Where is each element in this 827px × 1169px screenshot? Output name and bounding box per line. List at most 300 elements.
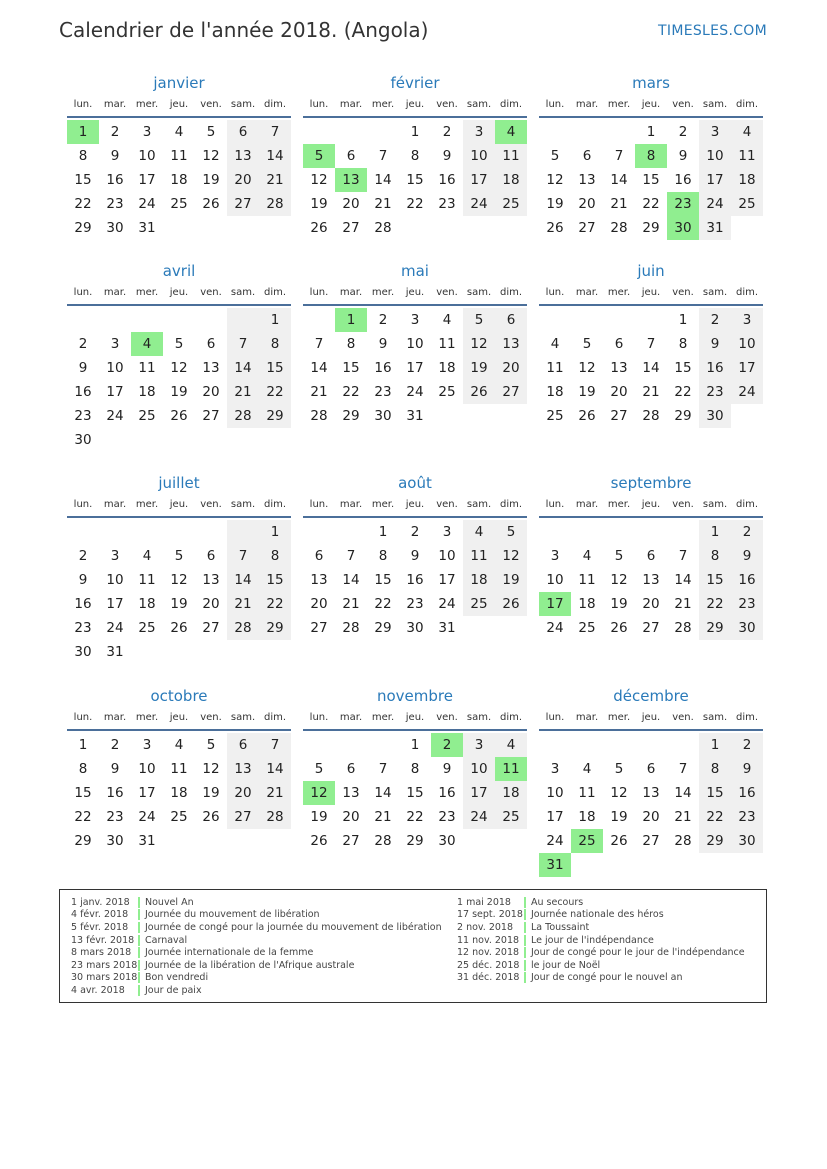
day-cell[interactable]: 17 (106, 596, 124, 612)
day-cell[interactable]: 7 (227, 544, 259, 568)
day-cell[interactable]: 21 (227, 592, 259, 616)
day-cell[interactable]: 7 (314, 336, 324, 352)
day-cell[interactable]: 25 (578, 620, 596, 636)
day-cell[interactable]: 10 (106, 572, 124, 588)
day-cell[interactable]: 9 (410, 548, 420, 564)
day-cell[interactable]: 8 (378, 548, 388, 564)
day-cell[interactable]: 29 (74, 220, 92, 236)
day-cell[interactable]: 19 (495, 568, 527, 592)
day-cell[interactable]: 14 (227, 568, 259, 592)
day-cell[interactable]: 1 (259, 308, 291, 332)
day-cell[interactable]: 3 (463, 120, 495, 144)
day-cell[interactable]: 22 (259, 592, 291, 616)
day-cell[interactable]: 6 (646, 761, 656, 777)
day-cell[interactable]: 22 (74, 196, 92, 212)
day-cell[interactable]: 13 (227, 144, 259, 168)
day-cell[interactable]: 7 (259, 120, 291, 144)
day-cell[interactable]: 20 (642, 596, 660, 612)
day-cell[interactable]: 28 (310, 408, 328, 424)
day-cell[interactable]: 30 (74, 432, 92, 448)
day-cell[interactable]: 27 (202, 620, 220, 636)
day-cell[interactable]: 25 (495, 805, 527, 829)
day-cell[interactable]: 31 (138, 833, 156, 849)
day-cell[interactable]: 30 (374, 408, 392, 424)
day-cell[interactable]: 13 (335, 168, 367, 192)
day-cell[interactable]: 2 (378, 312, 388, 328)
day-cell[interactable]: 24 (106, 620, 124, 636)
day-cell[interactable]: 8 (259, 332, 291, 356)
day-cell[interactable]: 11 (138, 360, 156, 376)
day-cell[interactable]: 18 (170, 785, 188, 801)
day-cell[interactable]: 17 (731, 356, 763, 380)
day-cell[interactable]: 18 (578, 809, 596, 825)
day-cell[interactable]: 20 (610, 384, 628, 400)
day-cell[interactable]: 19 (578, 384, 596, 400)
day-cell[interactable]: 5 (174, 548, 184, 564)
day-cell[interactable]: 21 (310, 384, 328, 400)
day-cell[interactable]: 7 (378, 761, 388, 777)
day-cell[interactable]: 30 (731, 616, 763, 640)
day-cell[interactable]: 13 (495, 332, 527, 356)
day-cell[interactable]: 27 (227, 805, 259, 829)
day-cell[interactable]: 29 (674, 408, 692, 424)
day-cell[interactable]: 3 (110, 336, 120, 352)
day-cell[interactable]: 28 (642, 408, 660, 424)
day-cell[interactable]: 29 (259, 404, 291, 428)
day-cell[interactable]: 29 (74, 833, 92, 849)
day-cell[interactable]: 12 (546, 172, 564, 188)
day-cell[interactable]: 8 (410, 148, 420, 164)
day-cell[interactable]: 15 (406, 785, 424, 801)
day-cell[interactable]: 23 (374, 384, 392, 400)
day-cell[interactable]: 24 (463, 192, 495, 216)
day-cell[interactable]: 11 (578, 572, 596, 588)
day-cell[interactable]: 18 (495, 168, 527, 192)
day-cell[interactable]: 23 (106, 809, 124, 825)
day-cell[interactable]: 23 (438, 809, 456, 825)
day-cell[interactable]: 27 (202, 408, 220, 424)
day-cell[interactable]: 31 (438, 620, 456, 636)
day-cell[interactable]: 15 (259, 568, 291, 592)
day-cell[interactable]: 18 (731, 168, 763, 192)
day-cell[interactable]: 13 (642, 572, 660, 588)
day-cell[interactable]: 3 (699, 120, 731, 144)
day-cell[interactable]: 11 (438, 336, 456, 352)
day-cell[interactable]: 5 (206, 737, 216, 753)
day-cell[interactable]: 26 (202, 809, 220, 825)
day-cell[interactable]: 13 (342, 785, 360, 801)
day-cell[interactable]: 4 (582, 761, 592, 777)
day-cell[interactable]: 2 (699, 308, 731, 332)
day-cell[interactable]: 9 (442, 761, 452, 777)
day-cell[interactable]: 21 (642, 384, 660, 400)
day-cell[interactable]: 23 (731, 805, 763, 829)
day-cell[interactable]: 28 (674, 620, 692, 636)
day-cell[interactable]: 9 (442, 148, 452, 164)
day-cell[interactable]: 14 (259, 144, 291, 168)
day-cell[interactable]: 28 (227, 404, 259, 428)
day-cell[interactable]: 4 (495, 733, 527, 757)
day-cell[interactable]: 9 (378, 336, 388, 352)
day-cell[interactable]: 7 (646, 336, 656, 352)
day-cell[interactable]: 26 (463, 380, 495, 404)
day-cell[interactable]: 19 (170, 596, 188, 612)
day-cell[interactable]: 22 (374, 596, 392, 612)
day-cell[interactable]: 5 (614, 761, 624, 777)
day-cell[interactable]: 17 (138, 172, 156, 188)
day-cell[interactable]: 6 (206, 548, 216, 564)
day-cell[interactable]: 16 (106, 172, 124, 188)
day-cell[interactable]: 1 (78, 737, 88, 753)
day-cell[interactable]: 14 (674, 785, 692, 801)
day-cell[interactable]: 24 (406, 384, 424, 400)
day-cell[interactable]: 22 (406, 809, 424, 825)
day-cell[interactable]: 25 (170, 196, 188, 212)
day-cell[interactable]: 25 (138, 620, 156, 636)
day-cell[interactable]: 1 (410, 124, 420, 140)
day-cell[interactable]: 7 (227, 332, 259, 356)
day-cell[interactable]: 24 (138, 196, 156, 212)
day-cell[interactable]: 3 (142, 124, 152, 140)
day-cell[interactable]: 14 (259, 757, 291, 781)
day-cell[interactable]: 3 (463, 733, 495, 757)
day-cell[interactable]: 1 (699, 520, 731, 544)
day-cell[interactable]: 18 (438, 360, 456, 376)
day-cell[interactable]: 25 (546, 408, 564, 424)
day-cell[interactable]: 22 (642, 196, 660, 212)
day-cell[interactable]: 20 (578, 196, 596, 212)
day-cell[interactable]: 10 (463, 757, 495, 781)
day-cell[interactable]: 16 (74, 384, 92, 400)
day-cell[interactable]: 18 (463, 568, 495, 592)
day-cell[interactable]: 1 (646, 124, 656, 140)
day-cell[interactable]: 15 (699, 568, 731, 592)
day-cell[interactable]: 19 (546, 196, 564, 212)
day-cell[interactable]: 1 (410, 737, 420, 753)
day-cell[interactable]: 29 (374, 620, 392, 636)
day-cell[interactable]: 27 (227, 192, 259, 216)
day-cell[interactable]: 19 (202, 785, 220, 801)
day-cell[interactable]: 25 (495, 192, 527, 216)
day-cell[interactable]: 17 (463, 168, 495, 192)
day-cell[interactable]: 4 (495, 120, 527, 144)
day-cell[interactable]: 5 (206, 124, 216, 140)
day-cell[interactable]: 12 (170, 360, 188, 376)
day-cell[interactable]: 26 (610, 833, 628, 849)
day-cell[interactable]: 24 (106, 408, 124, 424)
day-cell[interactable]: 7 (259, 733, 291, 757)
day-cell[interactable]: 24 (699, 192, 731, 216)
day-cell[interactable]: 11 (495, 757, 527, 781)
day-cell[interactable]: 13 (578, 172, 596, 188)
day-cell[interactable]: 11 (463, 544, 495, 568)
day-cell[interactable]: 2 (731, 520, 763, 544)
day-cell[interactable]: 19 (170, 384, 188, 400)
day-cell[interactable]: 9 (699, 332, 731, 356)
day-cell[interactable]: 6 (495, 308, 527, 332)
day-cell[interactable]: 17 (406, 360, 424, 376)
day-cell[interactable]: 9 (678, 148, 688, 164)
day-cell[interactable]: 26 (495, 592, 527, 616)
day-cell[interactable]: 14 (227, 356, 259, 380)
day-cell[interactable]: 8 (78, 761, 88, 777)
day-cell[interactable]: 25 (438, 384, 456, 400)
day-cell[interactable]: 20 (342, 809, 360, 825)
day-cell[interactable]: 14 (610, 172, 628, 188)
day-cell[interactable]: 18 (138, 596, 156, 612)
day-cell[interactable]: 27 (342, 220, 360, 236)
day-cell[interactable]: 15 (74, 785, 92, 801)
day-cell[interactable]: 19 (463, 356, 495, 380)
day-cell[interactable]: 6 (346, 761, 356, 777)
day-cell[interactable]: 18 (170, 172, 188, 188)
day-cell[interactable]: 14 (342, 572, 360, 588)
day-cell[interactable]: 20 (202, 384, 220, 400)
day-cell[interactable]: 21 (374, 196, 392, 212)
day-cell[interactable]: 18 (495, 781, 527, 805)
day-cell[interactable]: 2 (78, 548, 88, 564)
day-cell[interactable]: 11 (731, 144, 763, 168)
day-cell[interactable]: 17 (463, 781, 495, 805)
day-cell[interactable]: 15 (374, 572, 392, 588)
day-cell[interactable]: 11 (170, 148, 188, 164)
day-cell[interactable]: 6 (346, 148, 356, 164)
day-cell[interactable]: 7 (614, 148, 624, 164)
day-cell[interactable]: 30 (699, 404, 731, 428)
day-cell[interactable]: 5 (582, 336, 592, 352)
day-cell[interactable]: 9 (110, 148, 120, 164)
day-cell[interactable]: 9 (731, 757, 763, 781)
day-cell[interactable]: 20 (310, 596, 328, 612)
day-cell[interactable]: 10 (463, 144, 495, 168)
day-cell[interactable]: 10 (138, 761, 156, 777)
day-cell[interactable]: 24 (731, 380, 763, 404)
day-cell[interactable]: 22 (699, 805, 731, 829)
day-cell[interactable]: 8 (678, 336, 688, 352)
day-cell[interactable]: 23 (74, 620, 92, 636)
day-cell[interactable]: 22 (699, 592, 731, 616)
day-cell[interactable]: 12 (463, 332, 495, 356)
day-cell[interactable]: 30 (438, 833, 456, 849)
day-cell[interactable]: 4 (131, 332, 163, 356)
day-cell[interactable]: 1 (259, 520, 291, 544)
day-cell[interactable]: 28 (227, 616, 259, 640)
day-cell[interactable]: 28 (259, 805, 291, 829)
day-cell[interactable]: 7 (378, 148, 388, 164)
day-cell[interactable]: 2 (78, 336, 88, 352)
day-cell[interactable]: 21 (259, 781, 291, 805)
day-cell[interactable]: 12 (303, 781, 335, 805)
day-cell[interactable]: 17 (438, 572, 456, 588)
day-cell[interactable]: 23 (74, 408, 92, 424)
day-cell[interactable]: 22 (259, 380, 291, 404)
day-cell[interactable]: 27 (342, 833, 360, 849)
day-cell[interactable]: 10 (731, 332, 763, 356)
day-cell[interactable]: 9 (110, 761, 120, 777)
day-cell[interactable]: 17 (699, 168, 731, 192)
day-cell[interactable]: 5 (174, 336, 184, 352)
day-cell[interactable]: 18 (578, 596, 596, 612)
day-cell[interactable]: 29 (259, 616, 291, 640)
day-cell[interactable]: 27 (495, 380, 527, 404)
day-cell[interactable]: 18 (138, 384, 156, 400)
day-cell[interactable]: 30 (731, 829, 763, 853)
day-cell[interactable]: 15 (674, 360, 692, 376)
day-cell[interactable]: 29 (342, 408, 360, 424)
day-cell[interactable]: 30 (74, 644, 92, 660)
day-cell[interactable]: 21 (342, 596, 360, 612)
day-cell[interactable]: 13 (642, 785, 660, 801)
day-cell[interactable]: 16 (406, 572, 424, 588)
day-cell[interactable]: 3 (731, 308, 763, 332)
day-cell[interactable]: 23 (667, 192, 699, 216)
day-cell[interactable]: 16 (438, 172, 456, 188)
day-cell[interactable]: 7 (678, 548, 688, 564)
day-cell[interactable]: 26 (610, 620, 628, 636)
day-cell[interactable]: 14 (374, 785, 392, 801)
day-cell[interactable]: 27 (578, 220, 596, 236)
day-cell[interactable]: 1 (678, 312, 688, 328)
day-cell[interactable]: 28 (374, 220, 392, 236)
day-cell[interactable]: 15 (342, 360, 360, 376)
day-cell[interactable]: 21 (259, 168, 291, 192)
day-cell[interactable]: 5 (550, 148, 560, 164)
day-cell[interactable]: 23 (731, 592, 763, 616)
day-cell[interactable]: 29 (406, 833, 424, 849)
day-cell[interactable]: 17 (138, 785, 156, 801)
day-cell[interactable]: 9 (731, 544, 763, 568)
day-cell[interactable]: 6 (227, 733, 259, 757)
day-cell[interactable]: 5 (463, 308, 495, 332)
day-cell[interactable]: 1 (335, 308, 367, 332)
day-cell[interactable]: 15 (406, 172, 424, 188)
day-cell[interactable]: 20 (227, 781, 259, 805)
day-cell[interactable]: 25 (170, 809, 188, 825)
day-cell[interactable]: 22 (342, 384, 360, 400)
day-cell[interactable]: 17 (539, 592, 571, 616)
day-cell[interactable]: 16 (731, 568, 763, 592)
day-cell[interactable]: 8 (259, 544, 291, 568)
day-cell[interactable]: 31 (539, 853, 571, 877)
day-cell[interactable]: 4 (442, 312, 452, 328)
day-cell[interactable]: 15 (642, 172, 660, 188)
day-cell[interactable]: 4 (142, 548, 152, 564)
day-cell[interactable]: 4 (731, 120, 763, 144)
day-cell[interactable]: 21 (374, 809, 392, 825)
day-cell[interactable]: 11 (170, 761, 188, 777)
day-cell[interactable]: 27 (642, 833, 660, 849)
day-cell[interactable]: 12 (610, 785, 628, 801)
day-cell[interactable]: 29 (699, 829, 731, 853)
day-cell[interactable]: 2 (410, 524, 420, 540)
day-cell[interactable]: 21 (674, 809, 692, 825)
day-cell[interactable]: 26 (310, 220, 328, 236)
day-cell[interactable]: 11 (578, 785, 596, 801)
day-cell[interactable]: 5 (303, 144, 335, 168)
day-cell[interactable]: 10 (546, 785, 564, 801)
day-cell[interactable]: 7 (678, 761, 688, 777)
day-cell[interactable]: 4 (582, 548, 592, 564)
day-cell[interactable]: 11 (495, 144, 527, 168)
day-cell[interactable]: 12 (310, 172, 328, 188)
day-cell[interactable]: 24 (546, 620, 564, 636)
day-cell[interactable]: 31 (406, 408, 424, 424)
day-cell[interactable]: 28 (342, 620, 360, 636)
day-cell[interactable]: 24 (138, 809, 156, 825)
day-cell[interactable]: 19 (310, 196, 328, 212)
day-cell[interactable]: 6 (582, 148, 592, 164)
day-cell[interactable]: 7 (346, 548, 356, 564)
day-cell[interactable]: 8 (699, 544, 731, 568)
day-cell[interactable]: 12 (202, 761, 220, 777)
day-cell[interactable]: 24 (438, 596, 456, 612)
day-cell[interactable]: 3 (410, 312, 420, 328)
day-cell[interactable]: 12 (578, 360, 596, 376)
day-cell[interactable]: 13 (202, 360, 220, 376)
day-cell[interactable]: 10 (106, 360, 124, 376)
day-cell[interactable]: 3 (442, 524, 452, 540)
day-cell[interactable]: 25 (731, 192, 763, 216)
day-cell[interactable]: 20 (227, 168, 259, 192)
day-cell[interactable]: 11 (138, 572, 156, 588)
day-cell[interactable]: 24 (463, 805, 495, 829)
day-cell[interactable]: 18 (546, 384, 564, 400)
day-cell[interactable]: 31 (138, 220, 156, 236)
day-cell[interactable]: 3 (142, 737, 152, 753)
day-cell[interactable]: 12 (610, 572, 628, 588)
day-cell[interactable]: 27 (610, 408, 628, 424)
day-cell[interactable]: 22 (674, 384, 692, 400)
day-cell[interactable]: 28 (374, 833, 392, 849)
day-cell[interactable]: 26 (310, 833, 328, 849)
day-cell[interactable]: 30 (106, 220, 124, 236)
day-cell[interactable]: 16 (106, 785, 124, 801)
day-cell[interactable]: 12 (170, 572, 188, 588)
day-cell[interactable]: 6 (614, 336, 624, 352)
day-cell[interactable]: 14 (674, 572, 692, 588)
day-cell[interactable]: 25 (571, 829, 603, 853)
day-cell[interactable]: 30 (406, 620, 424, 636)
day-cell[interactable]: 13 (310, 572, 328, 588)
day-cell[interactable]: 5 (614, 548, 624, 564)
day-cell[interactable]: 30 (667, 216, 699, 240)
day-cell[interactable]: 2 (110, 737, 120, 753)
day-cell[interactable]: 14 (374, 172, 392, 188)
day-cell[interactable]: 21 (674, 596, 692, 612)
day-cell[interactable]: 13 (610, 360, 628, 376)
day-cell[interactable]: 14 (642, 360, 660, 376)
day-cell[interactable]: 16 (674, 172, 692, 188)
day-cell[interactable]: 16 (438, 785, 456, 801)
day-cell[interactable]: 4 (174, 124, 184, 140)
day-cell[interactable]: 26 (202, 196, 220, 212)
day-cell[interactable]: 17 (106, 384, 124, 400)
day-cell[interactable]: 23 (406, 596, 424, 612)
day-cell[interactable]: 15 (74, 172, 92, 188)
day-cell[interactable]: 24 (546, 833, 564, 849)
day-cell[interactable]: 3 (550, 761, 560, 777)
day-cell[interactable]: 15 (699, 781, 731, 805)
day-cell[interactable]: 8 (346, 336, 356, 352)
day-cell[interactable]: 26 (546, 220, 564, 236)
day-cell[interactable]: 4 (550, 336, 560, 352)
day-cell[interactable]: 29 (699, 616, 731, 640)
day-cell[interactable]: 8 (635, 144, 667, 168)
day-cell[interactable]: 13 (202, 572, 220, 588)
day-cell[interactable]: 20 (342, 196, 360, 212)
day-cell[interactable]: 8 (699, 757, 731, 781)
day-cell[interactable]: 10 (546, 572, 564, 588)
